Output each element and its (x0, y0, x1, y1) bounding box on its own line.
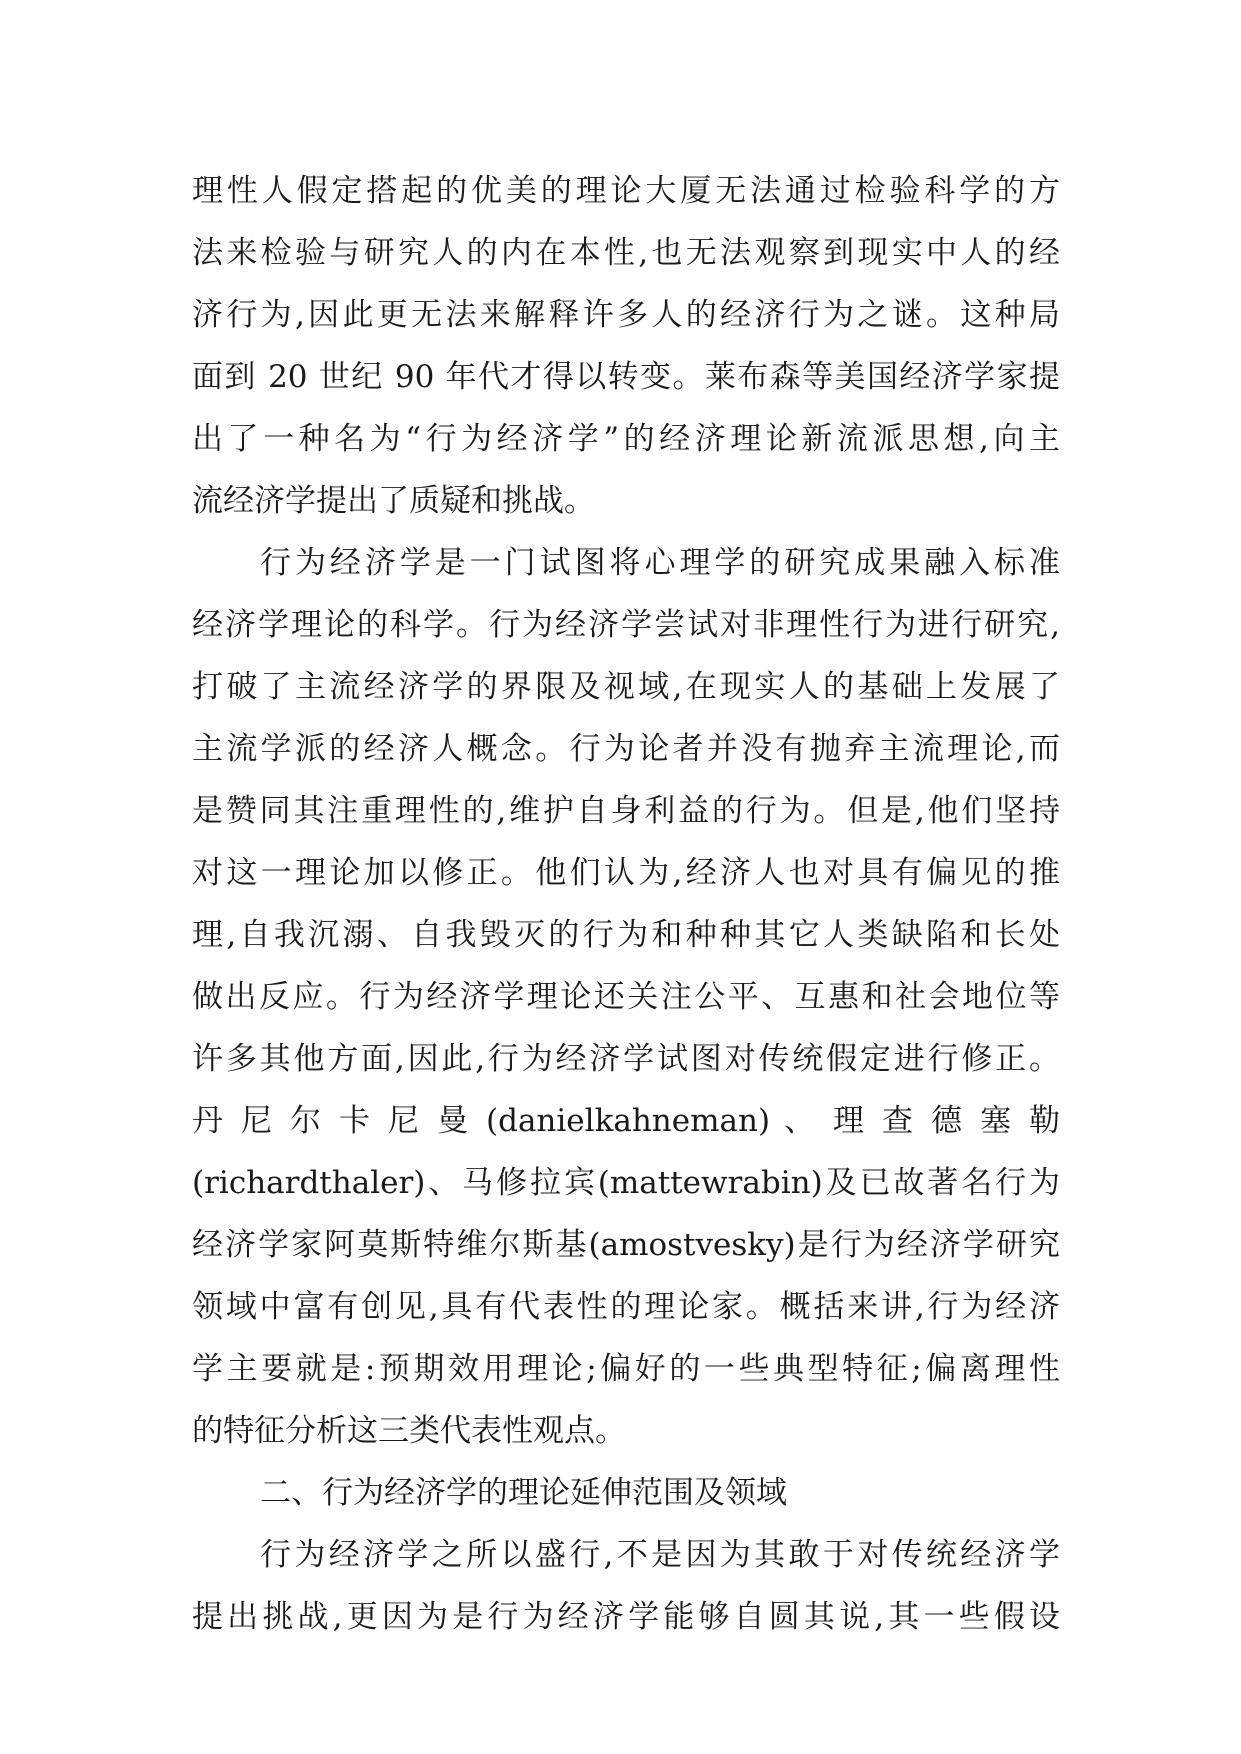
text-line: 做出反应。行为经济学理论还关注公平、互惠和社会地位等 (192, 979, 1060, 1015)
text-line: 面到 20 世纪 90 年代才得以转变。莱布森等美国经济学家提 (192, 359, 1060, 395)
text-line: 经济学理论的科学。行为经济学尝试对非理性行为进行研究, (192, 607, 1060, 643)
text-line: 理性人假定搭起的优美的理论大厦无法通过检验科学的方 (192, 173, 1060, 209)
text-line: 丹 尼 尔 卡 尼 曼 (danielkahneman) 、 理 查 德 塞 勒 (192, 1103, 1060, 1139)
text-line: 打破了主流经济学的界限及视域,在现实人的基础上发展了 (192, 669, 1060, 705)
text-line: 领域中富有创见,具有代表性的理论家。概括来讲,行为经济 (192, 1289, 1060, 1325)
text-line: 出了一种名为“行为经济学”的经济理论新流派思想,向主 (192, 421, 1060, 457)
text-line: 提出挑战,更因为是行为经济学能够自圆其说,其一些假设 (192, 1599, 1060, 1635)
text-line: 对这一理论加以修正。他们认为,经济人也对具有偏见的推 (192, 855, 1060, 891)
text-line: 学主要就是:预期效用理论;偏好的一些典型特征;偏离理性 (192, 1351, 1060, 1387)
text-line: 行为经济学是一门试图将心理学的研究成果融入标准 (260, 545, 1060, 581)
text-line: 主流学派的经济人概念。行为论者并没有抛弃主流理论,而 (192, 731, 1060, 767)
text-line: 行为经济学之所以盛行,不是因为其敢于对传统经济学 (260, 1537, 1060, 1573)
body-text (192, 160, 1060, 1648)
section-heading: 二、行为经济学的理论延伸范围及领域 (260, 1475, 787, 1511)
text-line: 法来检验与研究人的内在本性,也无法观察到现实中人的经 (192, 235, 1060, 271)
text-line: 许多其他方面,因此,行为经济学试图对传统假定进行修正。 (192, 1041, 1060, 1077)
text-line: 经济学家阿莫斯特维尔斯基(amostvesky)是行为经济学研究 (192, 1227, 1060, 1263)
text-line: 流经济学提出了质疑和挑战。 (192, 483, 595, 519)
text-line: 理,自我沉溺、自我毁灭的行为和种种其它人类缺陷和长处 (192, 917, 1060, 953)
text-line: 是赞同其注重理性的,维护自身利益的行为。但是,他们坚持 (192, 793, 1060, 829)
text-line: (richardthaler)、马修拉宾(mattewrabin)及已故著名行为 (192, 1165, 1060, 1201)
text-line: 济行为,因此更无法来解释许多人的经济行为之谜。这种局 (192, 297, 1060, 333)
text-line: 的特征分析这三类代表性观点。 (192, 1413, 626, 1449)
